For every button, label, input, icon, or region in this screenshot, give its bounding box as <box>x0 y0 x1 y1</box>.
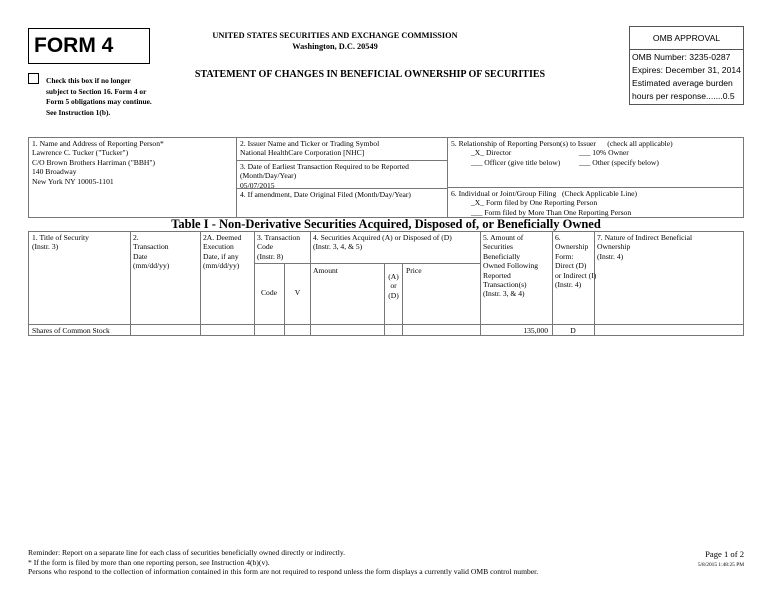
checkbox-label-line: Form 5 obligations may continue. <box>46 97 152 106</box>
header-text: (Instr. 3, & 4) <box>483 289 525 299</box>
box-3-label: 3. Date of Earliest Transaction Required to be Reported <box>240 162 409 171</box>
header-text: Transaction <box>133 242 169 252</box>
header-text: Execution <box>203 242 234 252</box>
ten-percent-owner-option: ___ 10% Owner <box>579 148 629 158</box>
box-1-label: 1. Name and Address of Reporting Person* <box>32 139 164 148</box>
one-reporting-person-option: _X_ Form filed by One Reporting Person <box>471 198 598 208</box>
col-header-ownership-form <box>552 232 599 290</box>
table-title: Table I - Non-Derivative Securities Acquired, Disposed of, or Beneficially Owned <box>171 217 601 231</box>
other-option: ___ Other (specify below) <box>579 157 659 167</box>
col-header-amount-owned <box>480 232 541 300</box>
header-text: or <box>390 281 397 291</box>
box-3-transaction-date <box>236 160 448 189</box>
header-text: Securities <box>483 242 513 252</box>
box-4-amendment <box>236 188 448 218</box>
header-text: 6. <box>555 233 561 242</box>
more-reporting-persons-option: ___ Form filed by More Than One Reporting Person <box>471 207 632 217</box>
col-header-title <box>29 232 92 253</box>
header-text: Ownership <box>597 242 631 252</box>
header-text: Transaction(s) <box>483 280 527 290</box>
header-text: Form: <box>555 251 574 261</box>
col-header-amount: Amount <box>313 266 338 275</box>
header-text: Direct (D) <box>555 261 587 271</box>
header-text: 7. Nature of Indirect Beneficial <box>597 233 693 242</box>
header-text: (Instr. 8) <box>257 251 284 261</box>
checkbox-label-line: subject to Section 16. Form 4 or <box>46 86 147 96</box>
header-text: Beneficially <box>483 251 521 261</box>
col-header-indirect-ownership <box>594 232 695 262</box>
statement-title: STATEMENT OF CHANGES IN BENEFICIAL OWNERSHIP OF SECURITIES <box>194 69 546 80</box>
reporting-person-address: C/O Brown Brothers Harriman ("BBH") <box>32 157 156 167</box>
header-text: (Instr. 3) <box>32 242 59 252</box>
agency-name: UNITED STATES SECURITIES AND EXCHANGE COMMISSION <box>212 31 458 40</box>
omb-expires: Expires: December 31, 2014 <box>632 65 741 75</box>
header-text: 4. Securities Acquired (A) or Disposed of (D) <box>313 233 452 242</box>
reporting-person-address: 140 Broadway <box>32 167 77 177</box>
checkbox-label-line: See Instruction 1(b). <box>46 107 111 117</box>
security-title: Shares of Common Stock <box>32 326 110 335</box>
box-5-label: 5. Relationship of Reporting Person(s) to Issuer (check all applicable) <box>451 139 673 148</box>
reporting-person-name: Lawrence C. Tucker ("Tucker") <box>32 148 129 158</box>
omb-approval-box <box>629 26 744 105</box>
omb-burden-hours: hours per response.......0.5 <box>632 91 735 101</box>
page-number: Page 1 of 2 <box>705 549 744 559</box>
table-1 <box>28 231 744 336</box>
box-4-label: 4. If amendment, Date Original Filed (Month/Day/Year) <box>240 190 411 199</box>
officer-option: ___ Officer (give title below) <box>471 157 561 167</box>
checkbox-label <box>46 76 152 118</box>
header-text: (D) <box>388 290 399 300</box>
box-2-issuer <box>236 137 448 161</box>
omb-title: OMB APPROVAL <box>630 27 743 50</box>
box-3-label: (Month/Day/Year) <box>240 171 297 181</box>
col-header-code: Code <box>260 288 278 297</box>
no-longer-subject-checkbox[interactable] <box>28 73 39 84</box>
header-text: or Indirect (I) <box>555 270 597 280</box>
header-text: Date, if any <box>203 251 239 261</box>
print-timestamp: 5/8/2015 1:48:25 PM <box>697 562 744 568</box>
checkbox-label-line: Check this box if no longer <box>46 76 131 85</box>
omb-burden: Estimated average burden <box>632 78 733 88</box>
reporting-person-address: New York NY 10005-1101 <box>32 176 114 186</box>
form-title-box: FORM 4 <box>28 28 150 64</box>
director-option: _X_ Director <box>471 148 512 158</box>
col-header-price: Price <box>406 266 422 275</box>
omb-number: OMB Number: 3235-0287 <box>632 52 731 62</box>
earliest-transaction-date: 05/07/2015 <box>240 180 275 190</box>
box-1-reporting-person <box>28 137 237 218</box>
box-2-label: 2. Issuer Name and Ticker or Trading Symbol <box>240 139 380 148</box>
col-header-securities-acquired <box>310 232 455 253</box>
agency-header <box>200 30 470 52</box>
col-header-a-or-d <box>385 272 402 300</box>
issuer-name: National HealthCare Corporation [NHC] <box>240 148 365 158</box>
amount-owned: 135,000 <box>523 326 548 335</box>
footer-note: Persons who respond to the collection of information contained in this form are not required to respond unless the form displays a currently valid OMB control number. <box>28 567 539 577</box>
col-header-deemed-date <box>200 232 244 272</box>
header-text: 3. Transaction <box>257 233 301 242</box>
ownership-form: D <box>570 326 576 335</box>
header-text: (Instr. 4) <box>555 280 582 290</box>
footer-reminder: Reminder: Report on a separate line for each class of securities beneficially owned directly or indirectly. <box>28 548 346 557</box>
header-text: Ownership <box>555 242 589 252</box>
col-header-transaction-code <box>254 232 303 262</box>
header-text: (A) <box>388 272 399 281</box>
header-text: (Instr. 4) <box>597 251 624 261</box>
header-text: Date <box>133 251 148 261</box>
header-text: 2A. Deemed <box>203 233 242 242</box>
agency-location: Washington, D.C. 20549 <box>292 42 378 51</box>
header-text: (mm/dd/yy) <box>203 261 240 271</box>
header-text: (mm/dd/yy) <box>133 261 170 271</box>
header-text: Owned Following <box>483 261 539 271</box>
header-text: 5. Amount of <box>483 233 524 242</box>
col-header-transaction-date <box>130 232 172 272</box>
box-6-filing-type <box>447 187 744 218</box>
box-6-label: 6. Individual or Joint/Group Filing (Check Applicable Line) <box>451 189 638 198</box>
header-text: Code <box>257 242 274 252</box>
table-row <box>29 325 743 336</box>
footer-notes <box>28 548 538 577</box>
header-text: 2. <box>133 233 139 242</box>
header-text: 1. Title of Security <box>32 233 89 242</box>
footer-note: * If the form is filed by more than one reporting person, see Instruction 4(b)(v). <box>28 557 270 567</box>
box-5-relationship <box>447 137 744 188</box>
header-text: (Instr. 3, 4, & 5) <box>313 242 363 252</box>
col-header-v: V <box>294 288 301 297</box>
header-text: Reported <box>483 270 511 280</box>
